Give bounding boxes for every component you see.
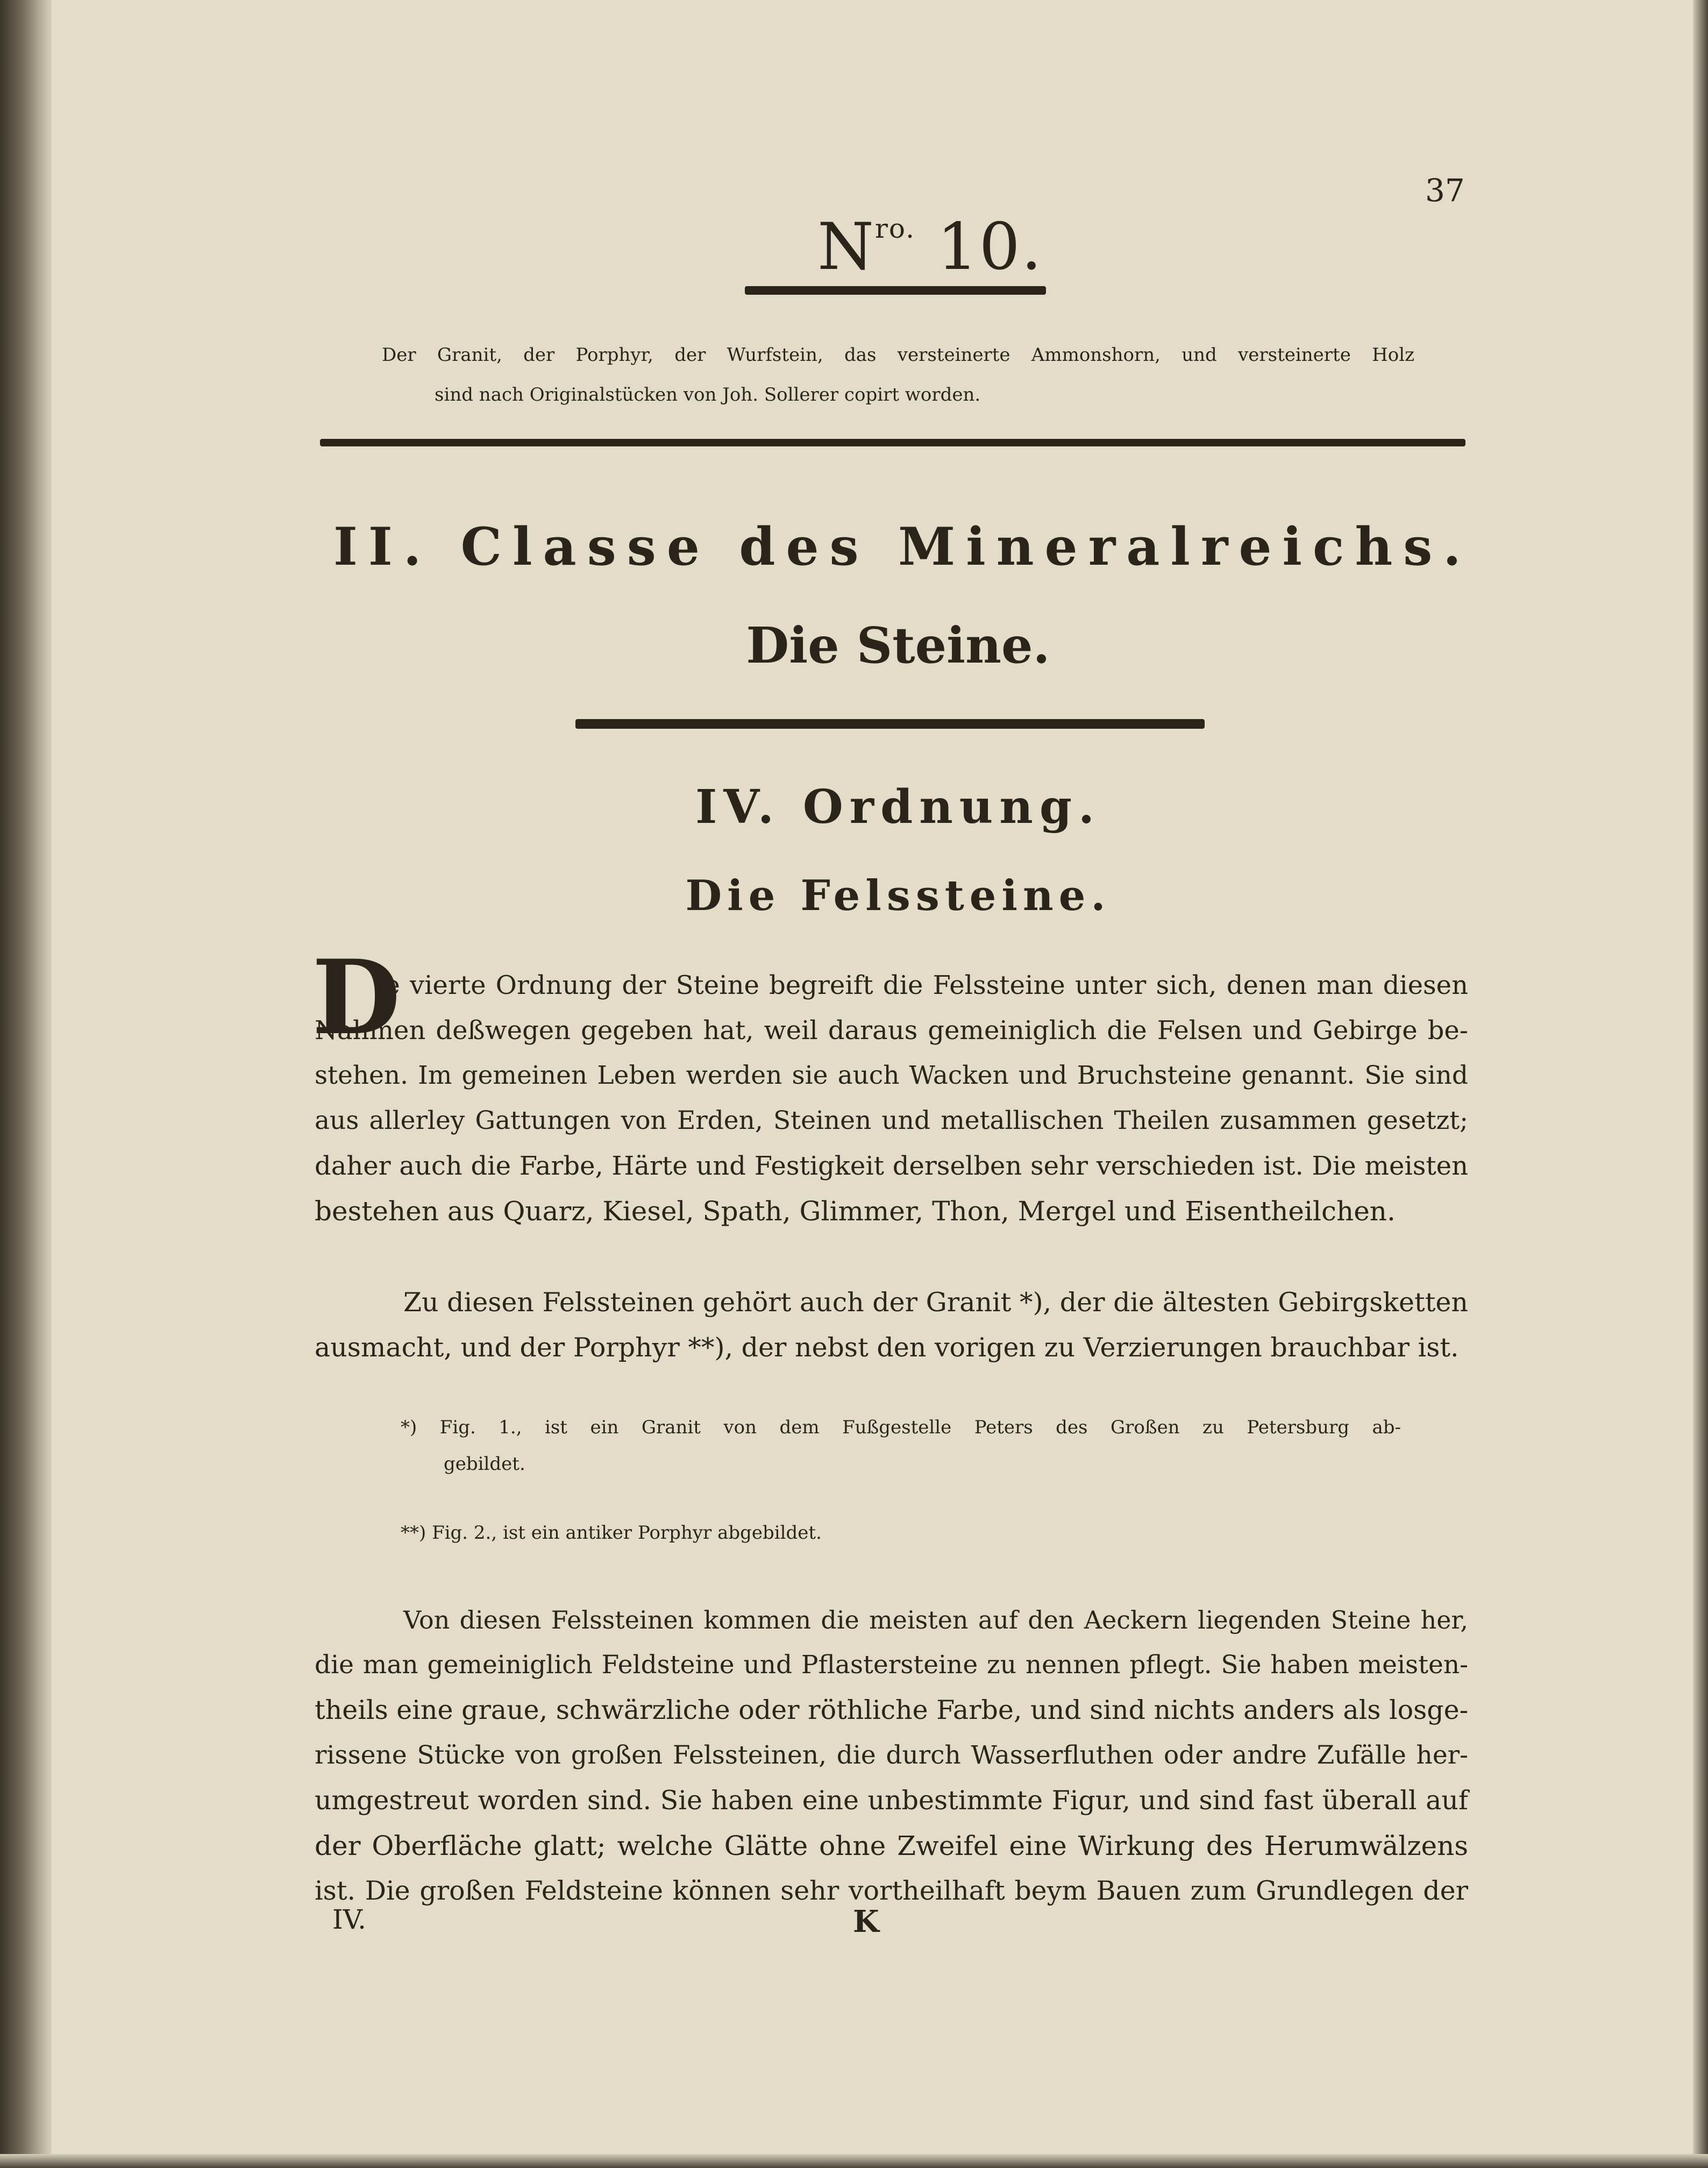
divider-rule-long (320, 439, 1465, 446)
divider-rule-top (745, 286, 1046, 295)
footnote-1 (401, 1409, 1401, 1482)
paragraph-1-line: bestehen aus Quarz, Kiesel, Spath, Glimmer, Thon, Mergel und Eisentheilchen. (315, 1196, 1396, 1227)
credit-line-2: sind nach Originalstücken von Joh. Sollerer copirt worden. (435, 384, 981, 406)
paragraph-1-line: aus allerley Gattungen von Erden, Steinen und metallischen Theilen zusammen gesetzt; (315, 1106, 1468, 1135)
paragraph-3-line: die man gemeiniglich Feldsteine und Pflastersteine zu nennen pflegt. Sie haben meisten- (315, 1650, 1468, 1680)
plate-number-value: 10. (937, 210, 1043, 285)
paragraph-2-line: ausmacht, und der Porphyr **), der nebst den vorigen zu Verzierungen brauchbar ist. (315, 1332, 1459, 1363)
paragraph-3-line: der Oberfläche glatt; welche Glätte ohne Zweifel eine Wirkung des Herumwälzens (315, 1830, 1468, 1861)
class-title: II. Classe des Mineralreichs. (333, 516, 1472, 577)
credit-line-1: Der Granit, der Porphyr, der Wurfstein, das versteinerte Ammonshorn, und versteinerte Holz (382, 344, 1414, 366)
page-edge-bottom (0, 2154, 1708, 2168)
drop-cap: D (312, 937, 401, 1057)
plate-number-sup: ro. (875, 213, 916, 244)
paragraph-2 (315, 1280, 1468, 1370)
paragraph-1-line: stehen. Im gemeinen Leben werden sie auch Wacken und Bruchsteine genannt. Sie sind (315, 1061, 1468, 1090)
book-spine (0, 0, 52, 2168)
paragraph-3-line: umgestreut worden sind. Sie haben eine unbestimmte Figur, und sind fast überall auf (315, 1785, 1468, 1816)
class-subtitle: Die Steine. (746, 616, 1050, 674)
paragraph-3 (315, 1597, 1468, 1914)
paragraph-3-line: theils eine graue, schwärzliche oder röthliche Farbe, und sind nichts anders als losge- (315, 1695, 1469, 1725)
paragraph-1-line: daher auch die Farbe, Härte und Festigkeit derselben sehr verschieden ist. Die meisten (315, 1151, 1468, 1181)
paragraph-1-line: ie vierte Ordnung der Steine begreift die Felssteine unter sich, denen man diesen (376, 970, 1468, 1000)
page-number: 37 (1425, 172, 1465, 209)
paragraph-1 (315, 963, 1468, 1234)
footnote-1-line: *) Fig. 1., ist ein Granit von dem Fußgestelle Peters des Großen zu Petersburg ab- (401, 1417, 1401, 1438)
plate-number-prefix: N (817, 210, 875, 285)
signature-mark: IV. (332, 1904, 367, 1935)
order-subtitle: Die Felssteine. (685, 871, 1111, 920)
paragraph-3-line: rissene Stücke von großen Felssteinen, die durch Wasserfluthen oder andre Zufälle her- (315, 1740, 1468, 1770)
paragraph-1-line: Nahmen deßwegen gegeben hat, weil daraus gemeiniglich die Felsen und Gebirge be- (315, 1015, 1468, 1046)
plate-number (817, 210, 1043, 285)
footnote-1-line: gebildet. (444, 1453, 525, 1475)
order-title: IV. Ordnung. (695, 780, 1101, 834)
footnote-2: **) Fig. 2., ist ein antiker Porphyr abgebildet. (401, 1522, 822, 1544)
paragraph-2-line: Zu diesen Felssteinen gehört auch der Granit *), der die ältesten Gebirgsketten (403, 1287, 1468, 1318)
catchword: K (853, 1904, 879, 1939)
paragraph-3-line: ist. Die großen Feldsteine können sehr vortheilhaft beym Bauen zum Grundlegen der (315, 1875, 1468, 1906)
page-edge-right (1693, 0, 1708, 2168)
paragraph-3-line: Von diesen Felssteinen kommen die meisten auf den Aeckern liegenden Steine her, (403, 1605, 1468, 1634)
divider-rule-middle (575, 719, 1205, 729)
